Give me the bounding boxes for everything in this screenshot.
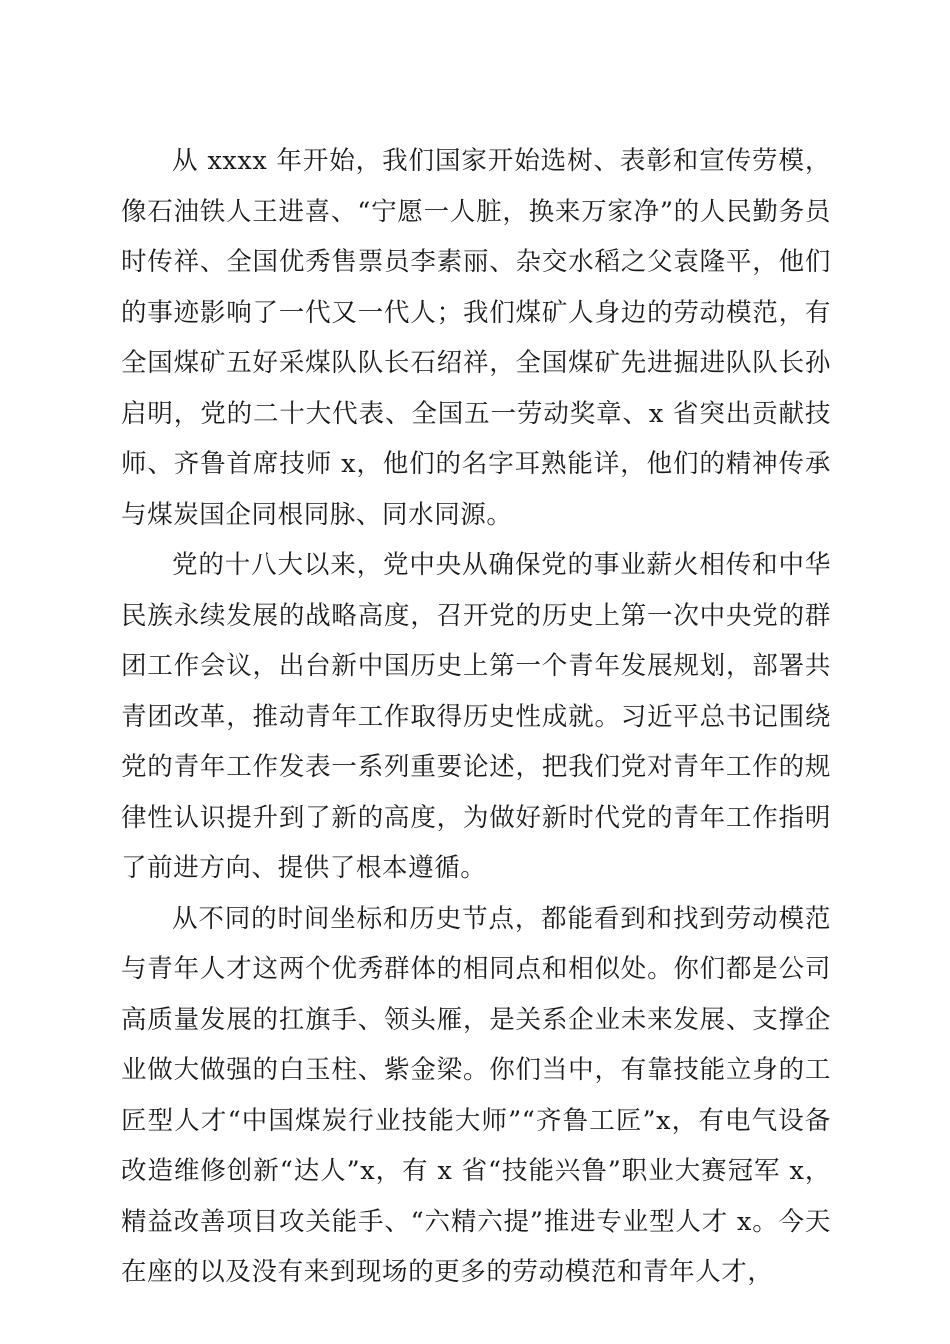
paragraph-labor-models-history: 从 xxxx 年开始，我们国家开始选树、表彰和宣传劳模，像石油铁人王进喜、“宁愿一人脏，换来万家净”的人民勤务员时传祥、全国优秀售票员李素丽、杂交水稻之父袁隆平，他们的事迹影响了一代又一代人；我们煤矿人身边的劳动模范，有全国煤矿五好采煤队队长石绍祥，全国煤矿先进掘进队队长孙启明，党的二十大代表、全国五一劳动奖章、x 省突出贡献技师、齐鲁首席技师 x，他们的名字耳熟能详，他们的精神传承与煤炭国企同根同脉、同水同源。 [121,146,831,530]
paragraph-youth-work: 党的十八大以来，党中央从确保党的事业薪火相传和中华民族永续发展的战略高度，召开党的历史上第一次中央党的群团工作会议，出台新中国历史上第一个青年发展规划，部署共青团改革，推动青年工作取得历史性成就。习近平总书记围绕党的青年工作发表一系列重要论述，把我们党对青年工作的规律性认识提升到了新的高度，为做好新时代党的青年工作指明了前进方向、提供了根本遵循。 [121,550,831,883]
document-body [121,136,831,1298]
paragraph-common-ground: 从不同的时间坐标和历史节点，都能看到和找到劳动模范与青年人才这两个优秀群体的相同点和相似处。你们都是公司高质量发展的扛旗手、领头雁，是关系企业未来发展、支撑企业做大做强的白玉柱、紫金梁。你们当中，有靠技能立身的工匠型人才“中国煤炭行业技能大师”“齐鲁工匠”x，有电气设备改造维修创新“达人”x，有 x 省“技能兴鲁”职业大赛冠军 x，精益改善项目攻关能手、“六精六提”推进专业型人才 x。今天在座的以及没有来到现场的更多的劳动模范和青年人才， [121,903,831,1287]
